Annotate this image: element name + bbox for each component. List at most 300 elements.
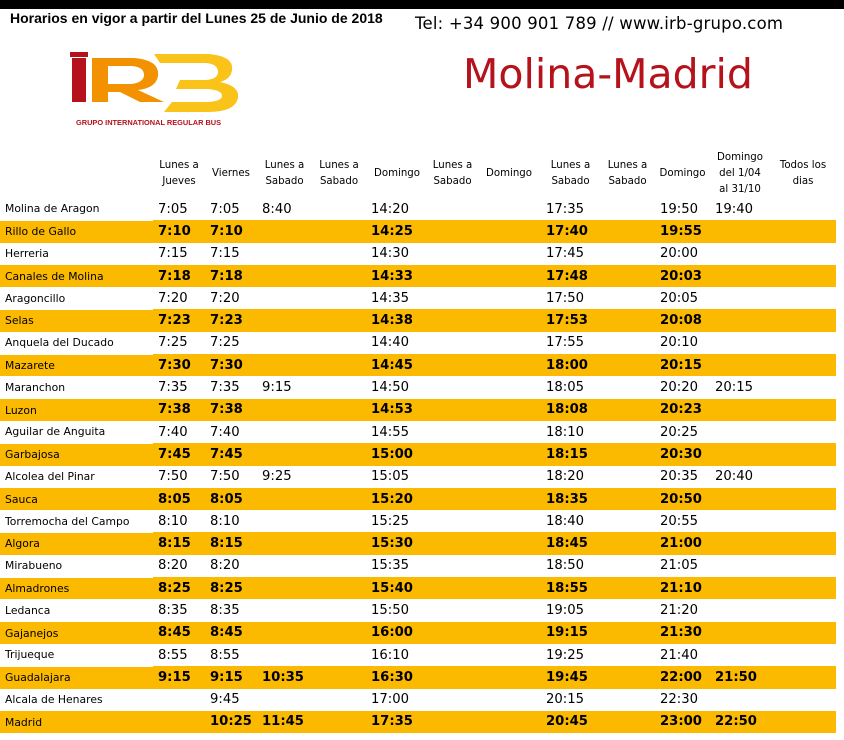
stop-name: Algora bbox=[0, 532, 153, 554]
departure-time bbox=[710, 421, 770, 443]
departure-time: 18:55 bbox=[541, 577, 600, 599]
table-row bbox=[0, 488, 836, 510]
departure-time: 20:25 bbox=[655, 421, 710, 443]
departure-time: 15:35 bbox=[366, 555, 428, 577]
departure-time bbox=[600, 599, 655, 621]
departure-time: 21:00 bbox=[655, 532, 710, 554]
departure-time: 14:40 bbox=[366, 332, 428, 354]
column-header-line: Jueves bbox=[162, 176, 196, 187]
departure-time: 18:45 bbox=[541, 532, 600, 554]
departure-time bbox=[477, 421, 541, 443]
column-header-line: del 1/04 bbox=[719, 168, 761, 179]
stop-name: Alcala de Henares bbox=[0, 689, 153, 711]
departure-time bbox=[257, 265, 312, 287]
departure-time bbox=[312, 399, 366, 421]
departure-time bbox=[710, 354, 770, 376]
departure-time: 7:18 bbox=[153, 265, 205, 287]
stop-name: Herreria bbox=[0, 243, 153, 265]
departure-time: 14:53 bbox=[366, 399, 428, 421]
departure-time bbox=[428, 243, 477, 265]
departure-time: 8:25 bbox=[153, 577, 205, 599]
column-header-line: Domingo bbox=[659, 168, 706, 179]
departure-time bbox=[600, 309, 655, 331]
departure-time bbox=[710, 399, 770, 421]
table-row bbox=[0, 376, 836, 398]
departure-time: 15:50 bbox=[366, 599, 428, 621]
departure-time: 14:35 bbox=[366, 287, 428, 309]
departure-time: 7:38 bbox=[153, 399, 205, 421]
departure-time: 9:15 bbox=[205, 666, 257, 688]
departure-time: 14:30 bbox=[366, 243, 428, 265]
column-header-line: Sabado bbox=[551, 176, 590, 187]
departure-time: 15:25 bbox=[366, 510, 428, 532]
stop-name: Almadrones bbox=[0, 577, 153, 599]
departure-time: 8:10 bbox=[153, 510, 205, 532]
departure-time bbox=[153, 711, 205, 733]
departure-time bbox=[770, 577, 836, 599]
table-row bbox=[0, 689, 836, 711]
departure-time: 7:30 bbox=[205, 354, 257, 376]
table-row bbox=[0, 399, 836, 421]
stop-name: Madrid bbox=[0, 711, 153, 733]
departure-time: 21:05 bbox=[655, 555, 710, 577]
departure-time: 10:35 bbox=[257, 666, 312, 688]
departure-time bbox=[312, 220, 366, 242]
departure-time bbox=[600, 510, 655, 532]
departure-time bbox=[257, 510, 312, 532]
logo-caption: GRUPO INTERNATIONAL REGULAR BUS bbox=[76, 118, 222, 127]
departure-time bbox=[770, 421, 836, 443]
stop-name: Molina de Aragon bbox=[0, 198, 153, 220]
departure-time: 11:45 bbox=[257, 711, 312, 733]
table-row bbox=[0, 711, 836, 733]
departure-time bbox=[710, 243, 770, 265]
departure-time bbox=[312, 376, 366, 398]
departure-time bbox=[600, 488, 655, 510]
departure-time bbox=[710, 644, 770, 666]
column-header bbox=[541, 150, 600, 198]
departure-time bbox=[428, 666, 477, 688]
departure-time: 18:10 bbox=[541, 421, 600, 443]
departure-time: 20:50 bbox=[655, 488, 710, 510]
departure-time: 9:25 bbox=[257, 466, 312, 488]
departure-time: 19:25 bbox=[541, 644, 600, 666]
stop-name: Aragoncillo bbox=[0, 287, 153, 309]
departure-time: 20:20 bbox=[655, 376, 710, 398]
departure-time: 7:30 bbox=[153, 354, 205, 376]
departure-time: 15:00 bbox=[366, 443, 428, 465]
departure-time bbox=[312, 198, 366, 220]
departure-time bbox=[600, 532, 655, 554]
departure-time bbox=[312, 622, 366, 644]
departure-time bbox=[477, 622, 541, 644]
departure-time: 7:05 bbox=[205, 198, 257, 220]
departure-time bbox=[770, 488, 836, 510]
contact-info: Tel: +34 900 901 789 // www.irb-grupo.com bbox=[415, 14, 784, 33]
departure-time bbox=[312, 488, 366, 510]
timetable bbox=[0, 150, 836, 733]
table-row bbox=[0, 265, 836, 287]
departure-time: 20:35 bbox=[655, 466, 710, 488]
departure-time: 21:10 bbox=[655, 577, 710, 599]
departure-time bbox=[710, 532, 770, 554]
departure-time: 8:35 bbox=[205, 599, 257, 621]
column-header-line: Sabado bbox=[433, 176, 472, 187]
departure-time: 19:05 bbox=[541, 599, 600, 621]
departure-time bbox=[477, 644, 541, 666]
departure-time bbox=[770, 443, 836, 465]
departure-time bbox=[428, 622, 477, 644]
departure-time bbox=[257, 622, 312, 644]
table-row bbox=[0, 220, 836, 242]
departure-time: 8:05 bbox=[153, 488, 205, 510]
departure-time bbox=[312, 354, 366, 376]
departure-time bbox=[312, 421, 366, 443]
departure-time bbox=[428, 555, 477, 577]
column-header-line: Lunes a bbox=[607, 160, 648, 171]
departure-time bbox=[257, 421, 312, 443]
departure-time bbox=[770, 198, 836, 220]
stop-name: Rillo de Gallo bbox=[0, 220, 153, 242]
departure-time: 17:00 bbox=[366, 689, 428, 711]
stop-name: Selas bbox=[0, 309, 153, 331]
departure-time bbox=[710, 510, 770, 532]
departure-time bbox=[428, 488, 477, 510]
departure-time: 20:05 bbox=[655, 287, 710, 309]
departure-time bbox=[257, 443, 312, 465]
table-row bbox=[0, 332, 836, 354]
departure-time: 19:55 bbox=[655, 220, 710, 242]
departure-time bbox=[312, 287, 366, 309]
departure-time bbox=[477, 510, 541, 532]
stop-name: Maranchon bbox=[0, 376, 153, 398]
departure-time bbox=[770, 309, 836, 331]
departure-time bbox=[600, 354, 655, 376]
stop-name: Luzon bbox=[0, 399, 153, 421]
departure-time bbox=[428, 332, 477, 354]
departure-time: 14:20 bbox=[366, 198, 428, 220]
departure-time bbox=[477, 466, 541, 488]
departure-time bbox=[710, 488, 770, 510]
departure-time bbox=[312, 332, 366, 354]
departure-time: 14:50 bbox=[366, 376, 428, 398]
departure-time bbox=[428, 354, 477, 376]
departure-time: 18:15 bbox=[541, 443, 600, 465]
departure-time: 8:10 bbox=[205, 510, 257, 532]
departure-time bbox=[770, 287, 836, 309]
column-header bbox=[312, 150, 366, 198]
departure-time: 7:10 bbox=[153, 220, 205, 242]
departure-time: 22:50 bbox=[710, 711, 770, 733]
departure-time bbox=[770, 466, 836, 488]
departure-time: 19:15 bbox=[541, 622, 600, 644]
departure-time: 8:05 bbox=[205, 488, 257, 510]
departure-time: 7:50 bbox=[205, 466, 257, 488]
departure-time: 8:15 bbox=[205, 532, 257, 554]
departure-time: 18:20 bbox=[541, 466, 600, 488]
table-row bbox=[0, 599, 836, 621]
departure-time: 8:55 bbox=[205, 644, 257, 666]
column-header bbox=[366, 150, 428, 198]
departure-time bbox=[770, 599, 836, 621]
departure-time bbox=[600, 243, 655, 265]
departure-time: 18:05 bbox=[541, 376, 600, 398]
departure-time: 23:00 bbox=[655, 711, 710, 733]
column-header bbox=[428, 150, 477, 198]
departure-time bbox=[428, 577, 477, 599]
departure-time bbox=[710, 443, 770, 465]
table-row bbox=[0, 666, 836, 688]
departure-time bbox=[710, 220, 770, 242]
departure-time: 20:15 bbox=[541, 689, 600, 711]
departure-time: 17:50 bbox=[541, 287, 600, 309]
departure-time: 17:40 bbox=[541, 220, 600, 242]
departure-time bbox=[600, 399, 655, 421]
table-row bbox=[0, 644, 836, 666]
departure-time bbox=[428, 711, 477, 733]
departure-time bbox=[312, 555, 366, 577]
table-row bbox=[0, 421, 836, 443]
departure-time: 20:40 bbox=[710, 466, 770, 488]
departure-time bbox=[710, 555, 770, 577]
departure-time: 20:03 bbox=[655, 265, 710, 287]
departure-time: 7:23 bbox=[205, 309, 257, 331]
departure-time bbox=[477, 532, 541, 554]
header-row bbox=[0, 150, 836, 198]
departure-time bbox=[710, 577, 770, 599]
column-header-line: Viernes bbox=[212, 168, 250, 179]
departure-time bbox=[477, 287, 541, 309]
column-header-line: Sabado bbox=[608, 176, 647, 187]
departure-time bbox=[257, 287, 312, 309]
departure-time bbox=[477, 711, 541, 733]
departure-time bbox=[710, 599, 770, 621]
departure-time bbox=[600, 555, 655, 577]
departure-time bbox=[477, 488, 541, 510]
stop-name: Sauca bbox=[0, 488, 153, 510]
departure-time bbox=[770, 622, 836, 644]
departure-time: 15:20 bbox=[366, 488, 428, 510]
departure-time: 21:20 bbox=[655, 599, 710, 621]
departure-time bbox=[257, 220, 312, 242]
departure-time bbox=[312, 265, 366, 287]
departure-time: 7:10 bbox=[205, 220, 257, 242]
departure-time: 8:55 bbox=[153, 644, 205, 666]
departure-time: 14:38 bbox=[366, 309, 428, 331]
departure-time bbox=[257, 577, 312, 599]
departure-time: 22:30 bbox=[655, 689, 710, 711]
timetable-header bbox=[0, 150, 836, 198]
departure-time: 9:15 bbox=[153, 666, 205, 688]
departure-time: 7:35 bbox=[205, 376, 257, 398]
departure-time bbox=[428, 644, 477, 666]
validity-date: Horarios en vigor a partir del Lunes 25 de Junio de 2018 bbox=[10, 10, 383, 26]
departure-time bbox=[257, 599, 312, 621]
departure-time bbox=[770, 332, 836, 354]
departure-time bbox=[312, 599, 366, 621]
departure-time: 20:30 bbox=[655, 443, 710, 465]
column-header bbox=[770, 150, 836, 198]
departure-time bbox=[257, 555, 312, 577]
table-row bbox=[0, 466, 836, 488]
column-header-line: Lunes a bbox=[319, 160, 359, 171]
column-header-line: Domingo bbox=[486, 168, 532, 179]
departure-time bbox=[600, 443, 655, 465]
stop-name: Aguilar de Anguita bbox=[0, 421, 153, 443]
departure-time bbox=[428, 198, 477, 220]
departure-time bbox=[428, 599, 477, 621]
departure-time bbox=[257, 309, 312, 331]
departure-time bbox=[477, 332, 541, 354]
departure-time bbox=[428, 309, 477, 331]
departure-time bbox=[770, 265, 836, 287]
departure-time: 17:48 bbox=[541, 265, 600, 287]
departure-time bbox=[477, 399, 541, 421]
departure-time bbox=[312, 443, 366, 465]
stop-name: Gajanejos bbox=[0, 622, 153, 644]
departure-time bbox=[710, 622, 770, 644]
stop-name: Mazarete bbox=[0, 354, 153, 376]
table-row bbox=[0, 510, 836, 532]
departure-time bbox=[710, 332, 770, 354]
column-header-line: Todos los bbox=[779, 160, 827, 171]
departure-time: 7:25 bbox=[153, 332, 205, 354]
departure-time bbox=[477, 443, 541, 465]
column-header-line: Lunes a bbox=[550, 160, 591, 171]
departure-time bbox=[257, 532, 312, 554]
departure-time: 14:25 bbox=[366, 220, 428, 242]
departure-time: 17:53 bbox=[541, 309, 600, 331]
departure-time: 8:20 bbox=[205, 555, 257, 577]
departure-time bbox=[600, 622, 655, 644]
departure-time: 18:08 bbox=[541, 399, 600, 421]
departure-time: 18:40 bbox=[541, 510, 600, 532]
stop-name: Anquela del Ducado bbox=[0, 332, 153, 354]
column-header bbox=[710, 150, 770, 198]
departure-time: 15:05 bbox=[366, 466, 428, 488]
departure-time: 17:45 bbox=[541, 243, 600, 265]
departure-time: 15:40 bbox=[366, 577, 428, 599]
table-row bbox=[0, 287, 836, 309]
column-header bbox=[257, 150, 312, 198]
departure-time bbox=[477, 309, 541, 331]
departure-time bbox=[257, 243, 312, 265]
departure-time bbox=[312, 666, 366, 688]
stop-name: Ledanca bbox=[0, 599, 153, 621]
departure-time: 17:55 bbox=[541, 332, 600, 354]
departure-time bbox=[770, 399, 836, 421]
departure-time: 10:25 bbox=[205, 711, 257, 733]
departure-time: 20:55 bbox=[655, 510, 710, 532]
departure-time: 16:00 bbox=[366, 622, 428, 644]
departure-time: 7:23 bbox=[153, 309, 205, 331]
departure-time bbox=[312, 532, 366, 554]
stop-name: Alcolea del Pinar bbox=[0, 466, 153, 488]
stop-name: Torremocha del Campo bbox=[0, 510, 153, 532]
departure-time bbox=[600, 666, 655, 688]
departure-time: 7:45 bbox=[153, 443, 205, 465]
departure-time bbox=[600, 711, 655, 733]
departure-time: 21:30 bbox=[655, 622, 710, 644]
departure-time bbox=[600, 220, 655, 242]
departure-time: 19:45 bbox=[541, 666, 600, 688]
departure-time bbox=[710, 689, 770, 711]
table-row bbox=[0, 309, 836, 331]
departure-time bbox=[153, 689, 205, 711]
departure-time bbox=[477, 599, 541, 621]
departure-time bbox=[428, 532, 477, 554]
departure-time bbox=[600, 689, 655, 711]
departure-time bbox=[477, 198, 541, 220]
table-row bbox=[0, 622, 836, 644]
table-row bbox=[0, 532, 836, 554]
table-row bbox=[0, 577, 836, 599]
departure-time bbox=[477, 666, 541, 688]
timetable-body bbox=[0, 198, 836, 733]
departure-time: 16:10 bbox=[366, 644, 428, 666]
departure-time bbox=[600, 376, 655, 398]
column-header-line: Domingo bbox=[374, 168, 420, 179]
departure-time bbox=[428, 399, 477, 421]
departure-time bbox=[257, 689, 312, 711]
departure-time: 17:35 bbox=[541, 198, 600, 220]
column-header-line: Sabado bbox=[319, 176, 359, 187]
departure-time: 9:15 bbox=[257, 376, 312, 398]
departure-time: 7:35 bbox=[153, 376, 205, 398]
departure-time bbox=[312, 243, 366, 265]
departure-time bbox=[710, 287, 770, 309]
departure-time bbox=[770, 243, 836, 265]
departure-time bbox=[477, 265, 541, 287]
departure-time bbox=[312, 577, 366, 599]
departure-time bbox=[312, 644, 366, 666]
departure-time bbox=[600, 287, 655, 309]
departure-time bbox=[477, 376, 541, 398]
departure-time bbox=[477, 577, 541, 599]
stop-name: Trijueque bbox=[0, 644, 153, 666]
departure-time: 18:35 bbox=[541, 488, 600, 510]
departure-time bbox=[428, 689, 477, 711]
departure-time: 7:18 bbox=[205, 265, 257, 287]
departure-time: 8:45 bbox=[205, 622, 257, 644]
departure-time bbox=[710, 265, 770, 287]
departure-time bbox=[770, 376, 836, 398]
departure-time bbox=[312, 711, 366, 733]
departure-time: 20:15 bbox=[710, 376, 770, 398]
departure-time: 7:15 bbox=[153, 243, 205, 265]
departure-time bbox=[428, 265, 477, 287]
departure-time: 16:30 bbox=[366, 666, 428, 688]
departure-time: 20:08 bbox=[655, 309, 710, 331]
departure-time: 7:40 bbox=[153, 421, 205, 443]
departure-time: 15:30 bbox=[366, 532, 428, 554]
departure-time: 7:38 bbox=[205, 399, 257, 421]
stop-column-header bbox=[0, 150, 153, 198]
column-header-line: Lunes a bbox=[159, 160, 199, 171]
departure-time bbox=[770, 532, 836, 554]
departure-time: 7:20 bbox=[153, 287, 205, 309]
departure-time bbox=[600, 198, 655, 220]
table-row bbox=[0, 443, 836, 465]
departure-time bbox=[600, 577, 655, 599]
departure-time bbox=[600, 332, 655, 354]
stop-name: Mirabueno bbox=[0, 555, 153, 577]
departure-time: 7:05 bbox=[153, 198, 205, 220]
departure-time bbox=[600, 466, 655, 488]
departure-time: 21:40 bbox=[655, 644, 710, 666]
departure-time bbox=[770, 555, 836, 577]
departure-time bbox=[428, 466, 477, 488]
